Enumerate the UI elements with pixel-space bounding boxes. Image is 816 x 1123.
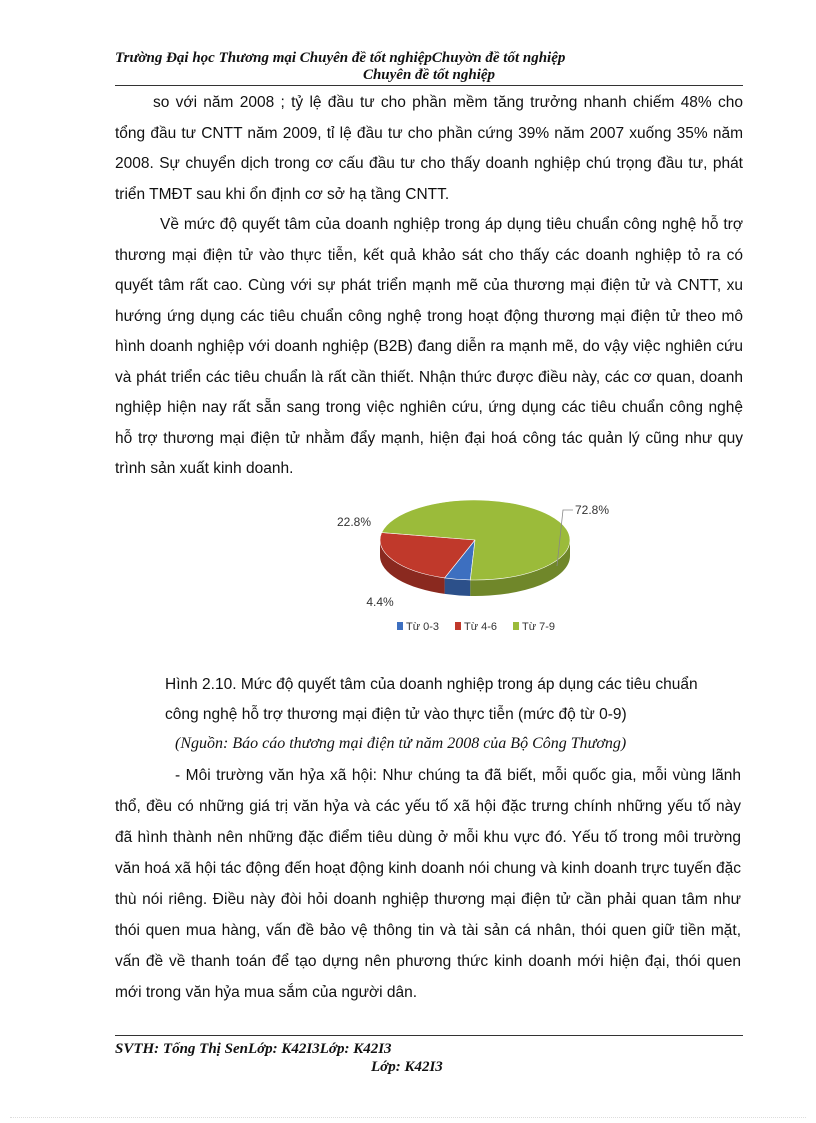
paragraph-1: so với năm 2008 ; tỷ lệ đầu tư cho phần mềm tăng trưởng nhanh chiếm 48% cho tổng đầu tư CNTT năm 2009, tỉ lệ đầu tư cho phần cứng 39% năm 2007 xuống 35% năm 2008. Sự chuyển dịch trong cơ cấu đầu tư cho thấy doanh nghiệp chú trọng đầu tư, phát triển TMĐT sau khi ổn định cơ sở hạ tầng CNTT.: [115, 94, 743, 203]
figure-source: (Nguồn: Báo cáo thương mại điện tử năm 2008 của Bộ Công Thương): [175, 735, 627, 752]
page-header: [115, 50, 743, 84]
legend-swatch-1: [455, 622, 461, 630]
footer-line-1: SVTH: Tống Thị SenLớp: K42I3Lớp: K42I3: [115, 1041, 392, 1057]
caption-line-1: Hình 2.10. Mức độ quyết tâm của doanh nghiệp trong áp dụng các tiêu chuẩn: [165, 676, 698, 693]
header-line-2: Chuyên đề tốt nghiệp: [362, 67, 496, 83]
header-line-1: Trường Đại học Thương mại Chuyên đề tốt nghiệpChuyờn đề tốt nghiệp: [115, 50, 566, 66]
figure-caption: [165, 670, 745, 730]
page-footer: [115, 1040, 743, 1076]
legend-label-1: Từ 4-6: [464, 621, 498, 633]
legend-label-2: Từ 7-9: [522, 621, 556, 633]
pie-chart: [325, 488, 610, 648]
paragraph-2: Về mức độ quyết tâm của doanh nghiệp trong áp dụng tiêu chuẩn công nghệ hỗ trợ thương mại điện tử vào thực tiễn, kết quả khảo sát cho thấy các doanh nghiệp tỏ ra có quyết tâm rất cao. Cùng với sự phát triển mạnh mẽ của thương mại điện tử và CNTT, xu hướng ứng dụng các tiêu chuẩn công nghệ trong hoạt động thương mại điện tử theo mô hình doanh nghiệp với doanh nghiệp (B2B) đang diễn ra mạnh mẽ, do vậy việc nghiên cứu và phát triển các tiêu chuẩn là rất cần thiết. Nhận thức được điều này, các cơ quan, doanh nghiệp hiện nay rất sẵn sang trong việc nghiên cứu, ứng dụng các tiêu chuẩn công nghệ hỗ trợ thương mại điện tử nhằm đẩy mạnh, hiện đại hoá công tác quản lý cũng như quy trình sản xuất kinh doanh.: [115, 216, 743, 477]
footer-rule: [115, 1035, 743, 1036]
body-text-2: [115, 760, 741, 1008]
footer-line-2: Lớp: K42I3: [371, 1059, 443, 1075]
pie-slice-side-0: [445, 578, 471, 596]
legend-swatch-0: [397, 622, 403, 630]
paragraph-3: - Môi trường văn hỷa xã hội: Như chúng ta đã biết, mỗi quốc gia, mỗi vùng lãnh thổ, đều có những giá trị văn hỷa và các yếu tố xã hội đặc trưng chính những yếu tố này đã hình thành nên những đặc điểm tiêu dùng ở mỗi khu vực đó. Yếu tố trong môi trường văn hoá xã hội tác động đến hoạt động kinh doanh nói chung và kinh doanh trực tuyến đặc thù nói riêng. Điều này đòi hỏi doanh nghiệp thương mại điện tử cần phải quan tâm như thói quen mua hàng, vấn đề bảo vệ thông tin và tài sản cá nhân, thói quen giữ tiền mặt, vấn đề về thanh toán để tạo dựng nên phương thức kinh doanh mới hiện đại, thói quen mới trong văn hỷa mua sắm của người dân.: [115, 767, 741, 1001]
header-rule: [115, 85, 743, 86]
pie-data-label-0: 4.4%: [366, 595, 394, 609]
pie-data-label-2: 72.8%: [575, 503, 610, 517]
legend-swatch-2: [513, 622, 519, 630]
page-bottom-dots: [10, 1117, 806, 1118]
pie-data-label-1: 22.8%: [337, 515, 372, 529]
legend-label-0: Từ 0-3: [406, 621, 440, 633]
body-text: [115, 88, 743, 485]
pie-chart-figure: [325, 488, 610, 648]
caption-line-2: công nghệ hỗ trợ thương mại điện tử vào thực tiễn (mức độ từ 0-9): [165, 706, 627, 723]
